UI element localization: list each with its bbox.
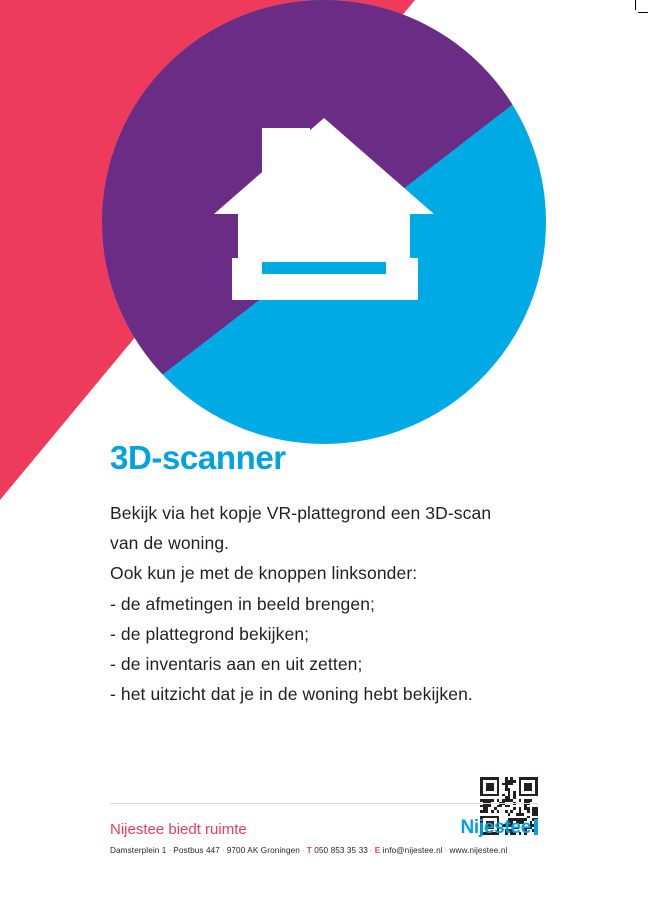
footer-divider xyxy=(110,803,538,804)
address-street: Damsterplein 1 xyxy=(110,846,167,855)
email-label: E xyxy=(374,846,381,855)
sep-2: · xyxy=(221,846,225,855)
footer xyxy=(0,793,648,903)
brand-logo xyxy=(461,817,538,839)
sep-3: · xyxy=(301,846,305,855)
address-postbox: Postbus 447 xyxy=(173,846,220,855)
body-line-1: Bekijk via het kopje VR-plattegrond een 3D-scan xyxy=(110,503,492,524)
address-city: 9700 AK Groningen xyxy=(226,846,300,855)
page-title: 3D-scanner xyxy=(110,439,286,476)
footer-tagline: Nijestee biedt ruimte xyxy=(110,821,247,838)
body-line-4: - de afmetingen in beeld brengen; xyxy=(110,593,376,614)
sep-4: · xyxy=(369,846,373,855)
footer-address xyxy=(110,846,507,855)
body-line-6: - de inventaris aan en uit zetten; xyxy=(110,653,363,674)
sep-5: · xyxy=(444,846,448,855)
content-block xyxy=(110,440,570,709)
body-line-2: van de woning. xyxy=(110,533,230,554)
body-line-3: Ook kun je met de knoppen linksonder: xyxy=(110,563,418,584)
address-phone: 050 853 35 33 xyxy=(314,846,368,855)
address-email[interactable]: info@nijestee.nl xyxy=(382,846,443,855)
body-line-5: - de plattegrond bekijken; xyxy=(110,623,310,644)
address-website[interactable]: www.nijestee.nl xyxy=(449,846,508,855)
sep-1: · xyxy=(168,846,172,855)
body-line-7: - het uitzicht dat je in de woning hebt bekijken. xyxy=(110,683,473,704)
brand-name: Nijestee xyxy=(460,817,531,838)
brand-mark-icon xyxy=(534,819,538,835)
phone-label: T xyxy=(306,846,312,855)
